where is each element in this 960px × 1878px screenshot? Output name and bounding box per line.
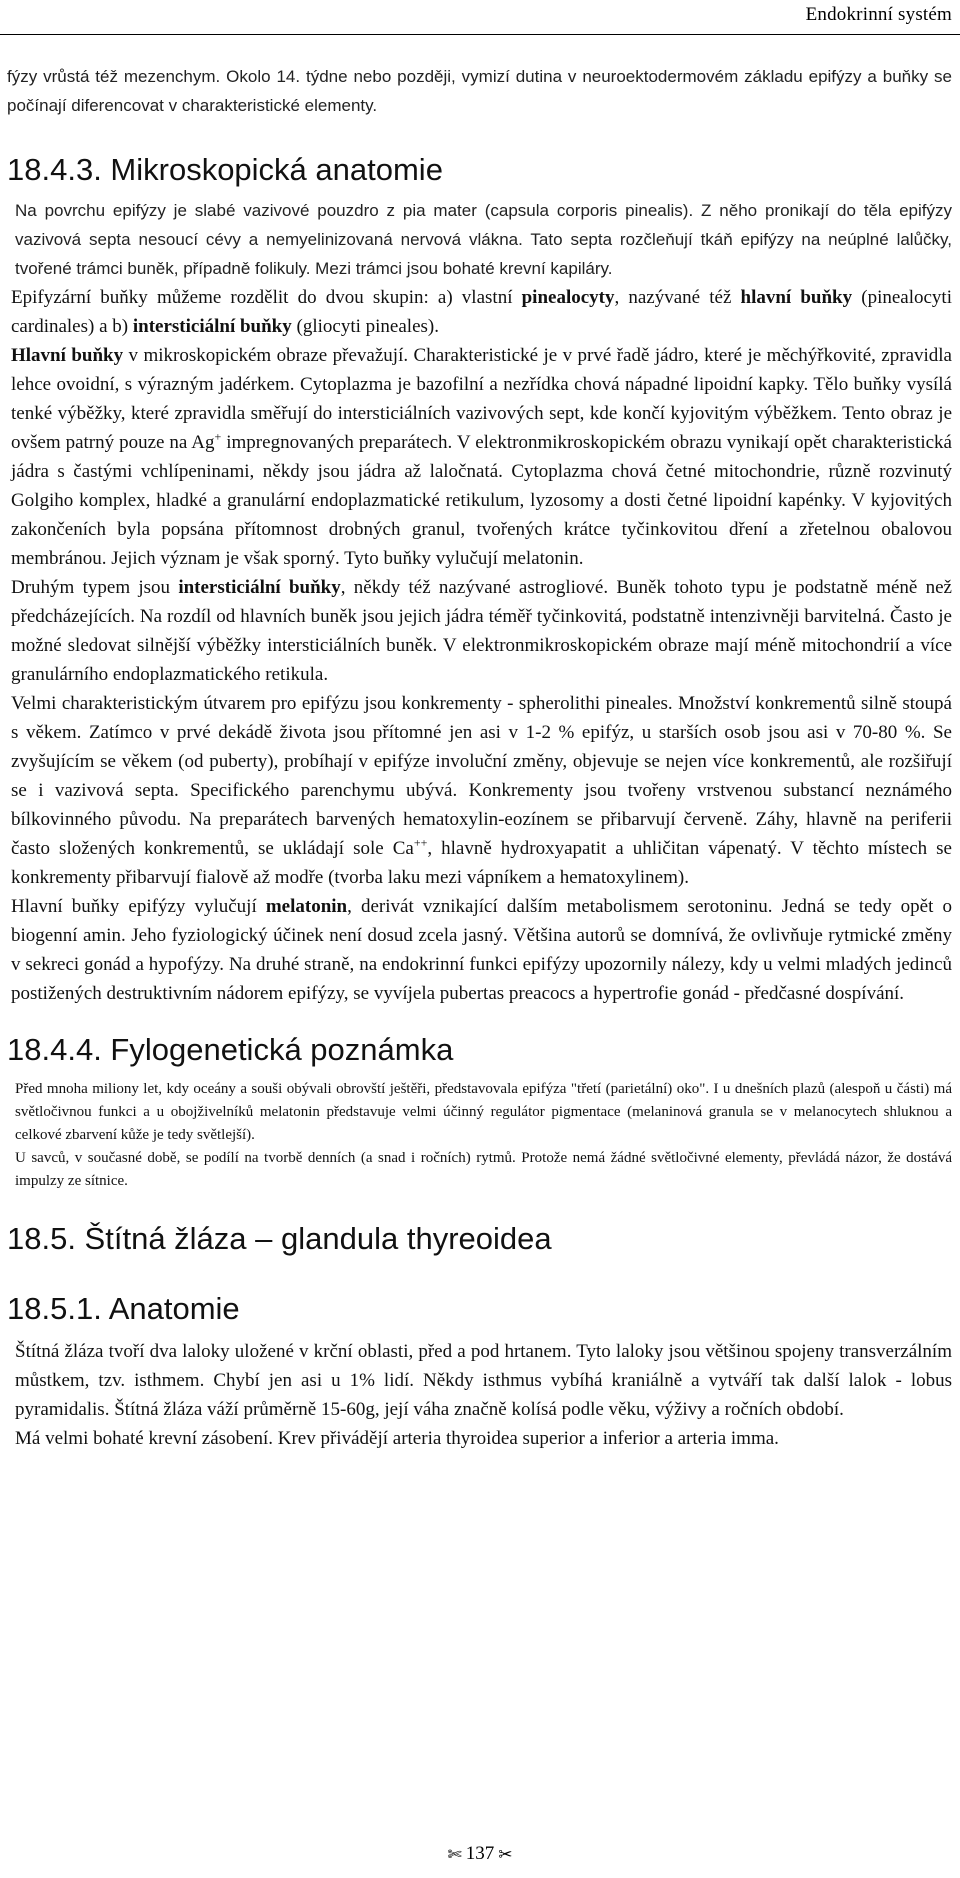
text-run: Hlavní buňky epifýzy vylučují [11,896,266,917]
text-run: (gliocyti pineales). [291,316,439,337]
text-run: Velmi charakteristickým útvarem pro epifýzu jsou konkrementy - spherolithi pineales. Množství konkrementů silně stoupá s věkem. Zatímco v prvé dekádě života jsou přítomné jen asi v 1-2 % epifýz, u starších osob jsou asi v 70-80 %. Se zvyšujícím se věkem (od puberty), probíhají v epifýze involuční změny, objevuje se nejen více konkrementů, ale rozšiřují se i vazivová septa. Specifického parenchymu ubývá. Konkrementy jsou tvořeny vrstvenou substancí neznámého bílkovinného původu. Na preparátech barvených hematoxylin-eozínem se přibarvují červeně. Záhy, hlavně na periferii často složených konkrementů, se ukládají sole Ca [11,693,952,859]
paragraph-phylogeny-1: Před mnoha miliony let, kdy oceány a souši obývali obrovští ještěři, představovala epifýza "třetí (parietální) oko". I u dnešních plazů (alespoň u části) má světločivnou funkci a u obojživelníků melatonin představuje velmi účinný regulátor pigmentace (melaninová granula se v melanocytech shluknou a celkové zbarvení kůže je tedy světlejší). [15,1081,952,1143]
paragraph-interstitial-cells [7,573,952,689]
scissors-right-icon: ✂ [498,1844,513,1865]
section-heading-18-5: 18.5. Štítná žláza – glandula thyreoidea [7,1221,552,1256]
term-hlavni-bunky: hlavní buňky [740,287,853,308]
term-intersticialni-bunky: intersticiální buňky [178,577,341,598]
paragraph-capsule: Na povrchu epifýzy je slabé vazivové pouzdro z pia mater (capsula corporis pinealis). Z něho pronikají do těla epifýzy vazivová septa nesoucí cévy a nemyelinizovaná nervová vlákna. Tato septa rozčleňují tkáň epifýzy na neúplné lalůčky, tvořené trámci buněk, případně folikuly. Mezi trámci jsou bohaté krevní kapiláry. [15,201,952,278]
paragraph-main-cells [7,341,952,573]
paragraph-thyroid-anatomy: Štítná žláza tvoří dva laloky uložené v krční oblasti, před a pod hrtanem. Tyto laloky jsou většinou spojeny transverzálním můstkem, tzv. isthmem. Chybí jen asi u 1% lidí. Někdy isthmus vybíhá kraniálně a vytváří tak další lalok - lobus pyramidalis. Štítná žláza váží průměrně 15-60g, její váha značně kolísá podle věku, výživy a ročních období. [15,1341,952,1420]
text-run: v mikroskopickém obraze převažují. Charakteristické je v prvé řadě jádro, které je měchýřkovité, zpravidla lehce ovoidní, s výrazným jadérkem. Cytoplazma je bazofilní a nezřídka chová nápadné lipoidní kapky. Tělo buňky vysílá tenké výběžky, které zpravidla směřují do intersticiálních vazivových sept, kde končí kyjovitým výběžkem. Tento obraz je ovšem patrný pouze na Ag [11,345,952,453]
header-rule [0,34,960,35]
intro-paragraph: fýzy vrůstá též mezenchym. Okolo 14. týdne nebo později, vymizí dutina v neuroektodermovém základu epifýzy a buňky se počínají diferencovat v charakteristické elementy. [7,67,952,115]
running-header: Endokrinní systém [805,4,952,25]
superscript: ++ [413,835,428,850]
paragraph-phylogeny-2: U savců, v současné době, se podílí na tvorbě denních (a snad i ročních) rytmů. Protože nemá žádné světločivné elementy, převládá názor, že dostává impulzy ze sítnice. [15,1150,952,1189]
paragraph-thyroid-blood: Má velmi bohaté krevní zásobení. Krev přivádějí arteria thyroidea superior a inferior a arteria imma. [15,1428,779,1449]
term-melatonin: melatonin [265,896,348,917]
text-run: , derivát vznikající dalším metabolismem serotoninu. Jedná se tedy opět o biogenní amin. Jeho fyziologický účinek není dosud zcela jasný. Většina autorů se domnívá, že ovlivňuje rytmické změny v sekreci gonád a hypofýzy. Na druhé straně, na endokrinní funkci epifýzy upozornily nálezy, kdy u velmi mladých jedinců postižených destruktivním nádorem epifýzy, se vyvíjela pubertas preacocs a hypertrofie gonád - předčasné dospívání. [11,896,952,1004]
section-heading-18-4-4: 18.4.4. Fylogenetická poznámka [7,1032,454,1067]
paragraph-melatonin [7,892,952,1008]
text-run: impregnovaných preparátech. V elektronmikroskopickém obrazu vynikají opět charakteristická jádra s častými vchlípeninami, někdy jsou jádra až laločnatá. Cytoplazma chová četné mitochondrie, různě rozvinutý Golgiho komplex, hladké a granulární endoplazmatické retikulum, lyzosomy a dosti četné lipoidní kapénky. V kyjovitých zakončeních byla popsána přítomnost drobných granul, tvořených krátce tyčinkovitou dření a zřetelnou obalovou membránou. Jejich význam je však sporný. Tyto buňky vylučují melatonin. [11,432,952,569]
term-hlavni-bunky: Hlavní buňky [11,345,124,366]
section-heading-18-4-3: 18.4.3. Mikroskopická anatomie [7,152,443,187]
paragraph-concrements [7,689,952,892]
scissors-left-icon: ✄ [447,1844,462,1865]
paragraph-cell-types [7,283,952,341]
page-footer [0,1843,960,1865]
superscript: + [214,429,222,444]
text-run: (pinealocyti cardinales) a b) [11,287,952,337]
text-run: , hlavně hydroxyapatit a uhličitan vápenatý. V těchto místech se konkrementy přibarvují fialově až modře (tvorba laku mezi vápníkem a hematoxylinem). [11,838,952,888]
text-run: Druhým typem jsou [11,577,179,598]
text-run: Epifyzární buňky můžeme rozdělit do dvou skupin: a) vlastní [11,287,522,308]
text-run: , nazývané též [614,287,741,308]
text-run: , někdy též nazývané astrogliové. Buněk tohoto typu je podstatně méně než předcházejících. Na rozdíl od hlavních buněk jsou jejich jádra téměř tyčinkovitá, podstatně intenzivněji barvitelná. Často je možné sledovat silnější výběžky intersticiálních buněk. V elektronmikroskopickém obraze mají méně mitochondrií a více granulárního endoplazmatického retikula. [11,577,952,685]
page-content [7,62,952,1453]
term-intersticialni-bunky: intersticiální buňky [132,316,292,337]
term-pinealocyty: pinealocyty [521,287,615,308]
section-heading-18-5-1: 18.5.1. Anatomie [7,1291,240,1326]
page-number: 137 [465,1843,495,1864]
